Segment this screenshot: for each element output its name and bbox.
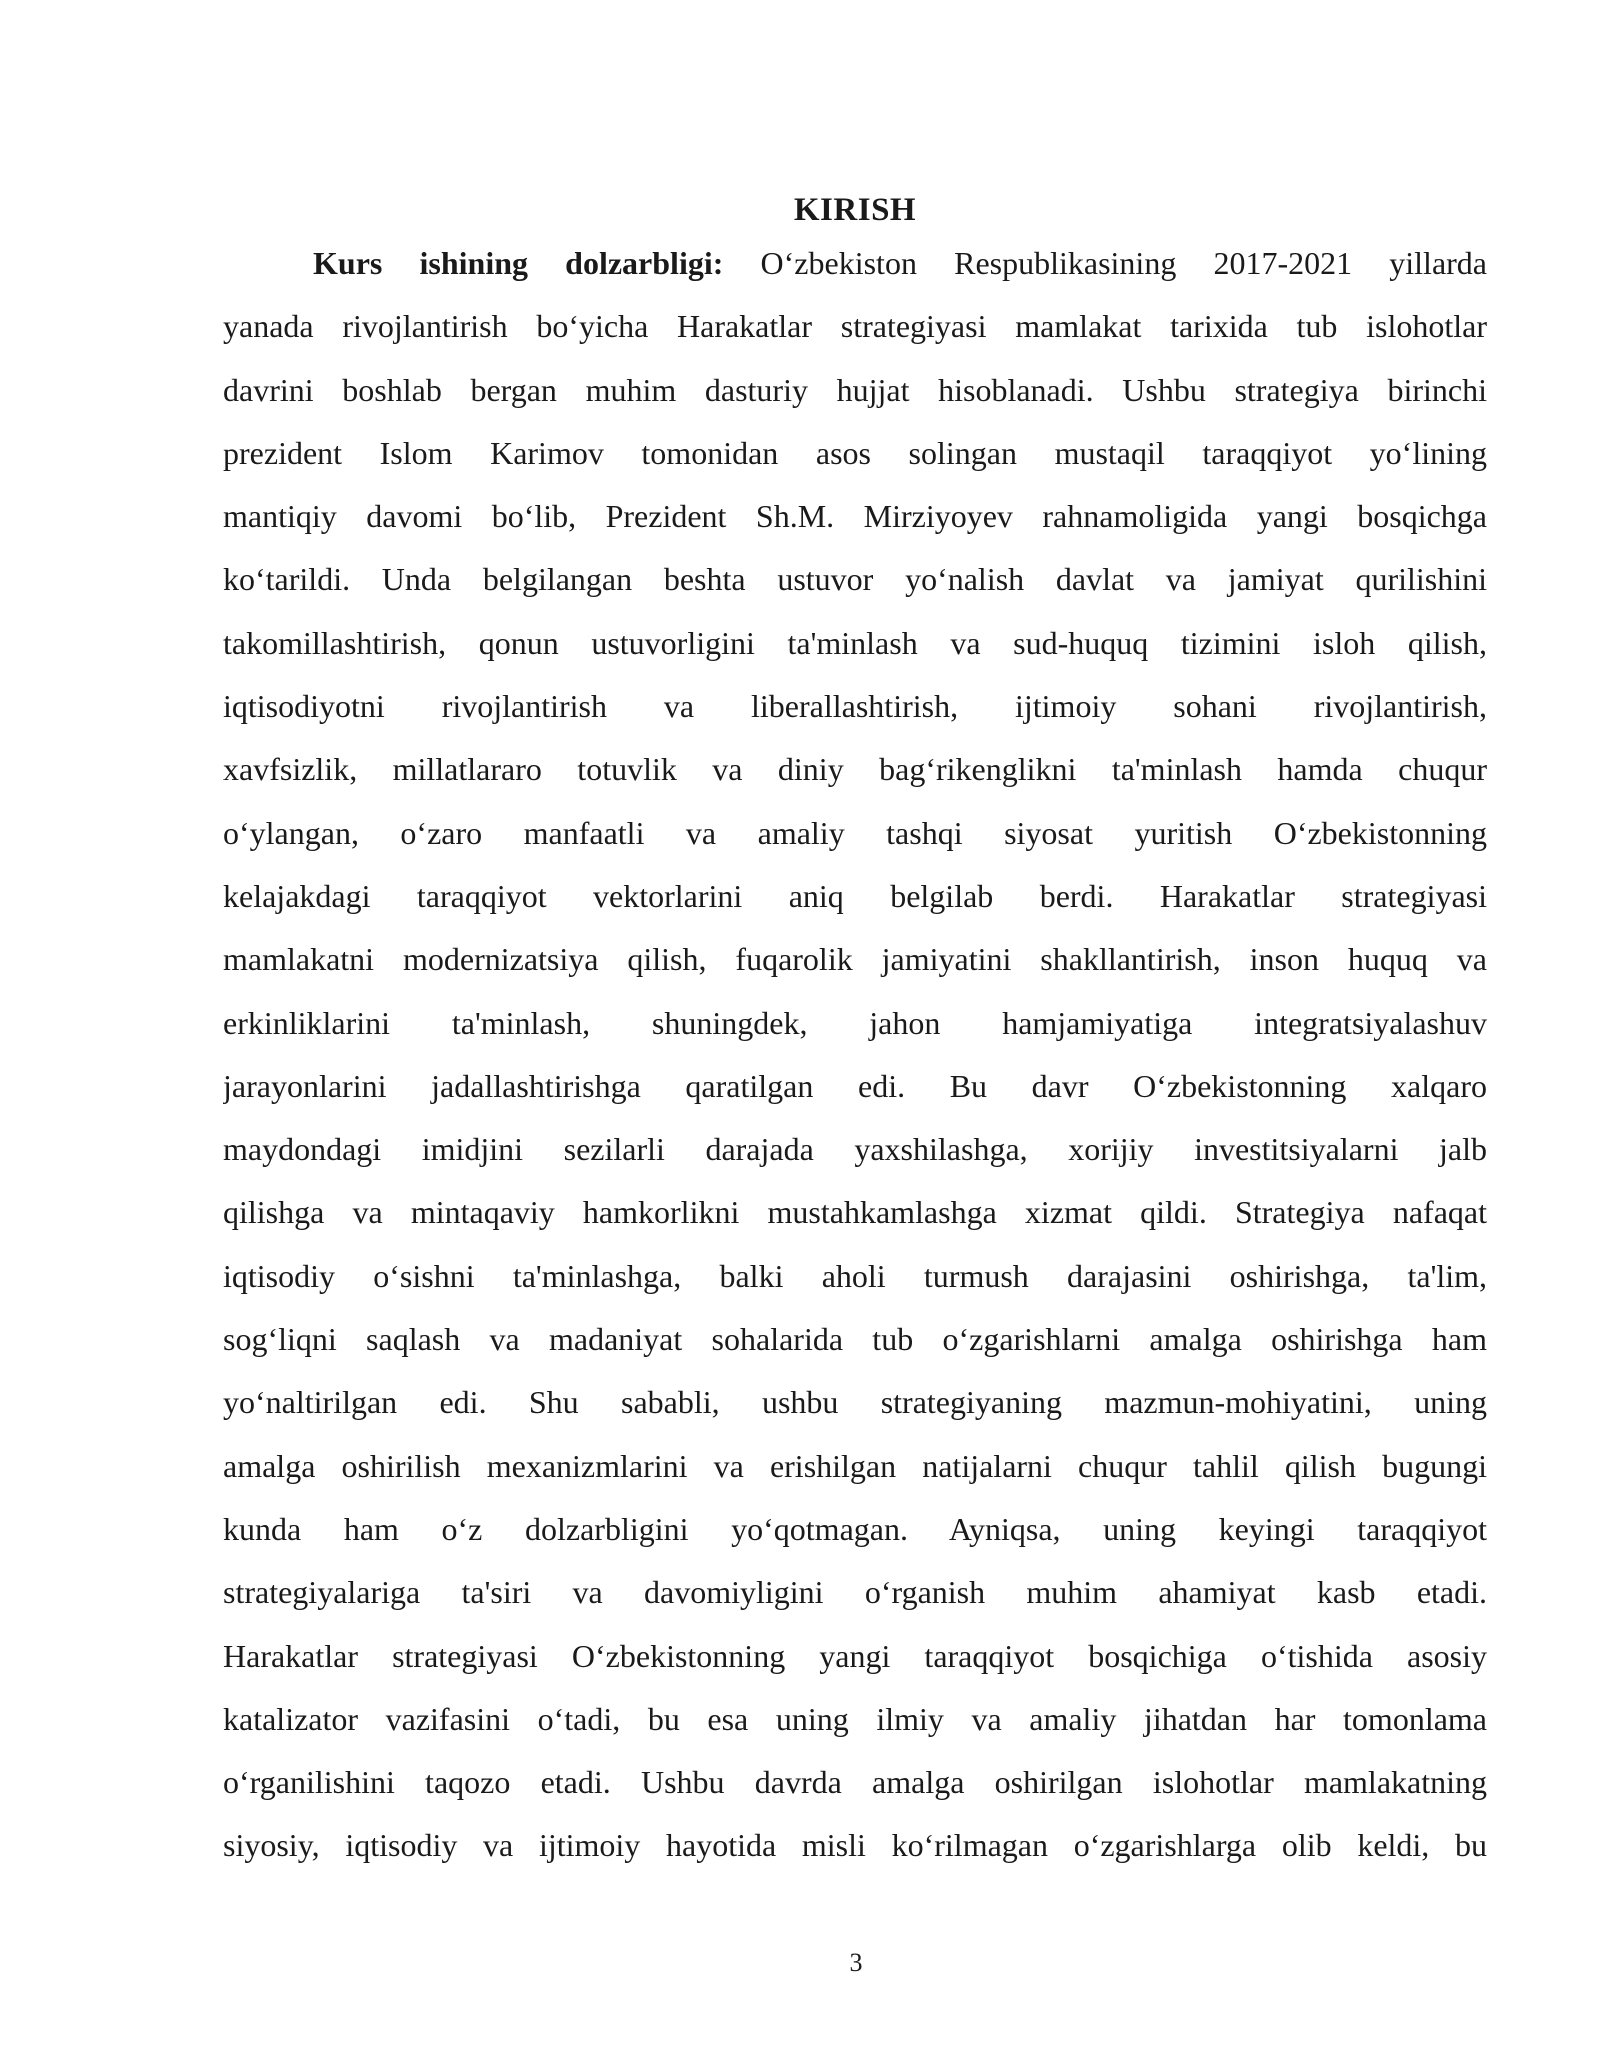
- section-heading: KIRISH: [793, 192, 917, 228]
- text-line: yanada rivojlantirish bo‘yicha Harakatlar strategiyasi mamlakat tarixida tub islohotlar: [223, 308, 1487, 345]
- text-line: o‘rganilishini taqozo etadi. Ushbu davrda amalga oshirilgan islohotlar mamlakatning: [223, 1764, 1487, 1801]
- text-line: kelajakdagi taraqqiyot vektorlarini aniq belgilab berdi. Harakatlar strategiyasi: [223, 877, 1487, 914]
- text-line: sog‘liqni saqlash va madaniyat sohalarida tub o‘zgarishlarni amalga oshirishga ham: [223, 1321, 1487, 1358]
- text-line: xavfsizlik, millatlararo totuvlik va diniy bag‘rikenglikni ta'minlash hamda chuqur: [223, 751, 1487, 788]
- text-line: o‘ylangan, o‘zaro manfaatli va amaliy tashqi siyosat yuritish O‘zbekistonning: [223, 814, 1487, 851]
- text-line: [223, 232, 1487, 295]
- text-line: iqtisodiy o‘sishni ta'minlashga, balki aholi turmush darajasini oshirishga, ta'lim,: [223, 1257, 1487, 1294]
- text-line: strategiyalariga ta'siri va davomiyligini o‘rganish muhim ahamiyat kasb etadi.: [223, 1574, 1487, 1611]
- text-line: qilishga va mintaqaviy hamkorlikni mustahkamlashga xizmat qildi. Strategiya nafaqat: [223, 1194, 1487, 1231]
- text-line: mamlakatni modernizatsiya qilish, fuqarolik jamiyatini shakllantirish, inson huquq va: [223, 941, 1487, 978]
- page-number: 3: [849, 1948, 863, 1977]
- text-line: iqtisodiyotni rivojlantirish va liberallashtirish, ijtimoiy sohani rivojlantirish,: [223, 688, 1487, 725]
- text-line: prezident Islom Karimov tomonidan asos solingan mustaqil taraqqiyot yo‘lining: [223, 434, 1487, 471]
- text-line: maydondagi imidjini sezilarli darajada yaxshilashga, xorijiy investitsiyalarni jalb: [223, 1131, 1487, 1168]
- text-line: ko‘tarildi. Unda belgilangan beshta ustuvor yo‘nalish davlat va jamiyat qurilishini: [223, 561, 1487, 598]
- text-line: mantiqiy davomi bo‘lib, Prezident Sh.M. Mirziyoyev rahnamoligida yangi bosqichga: [223, 498, 1487, 535]
- text-line: Harakatlar strategiyasi O‘zbekistonning yangi taraqqiyot bosqichiga o‘tishida asosiy: [223, 1637, 1487, 1674]
- text-line: kunda ham o‘z dolzarbligini yo‘qotmagan. Ayniqsa, uning keyingi taraqqiyot: [223, 1510, 1487, 1547]
- text-line: davrini boshlab bergan muhim dasturiy hujjat hisoblanadi. Ushbu strategiya birinchi: [223, 371, 1487, 408]
- text-line: katalizator vazifasini o‘tadi, bu esa uning ilmiy va amaliy jihatdan har tomonlama: [223, 1700, 1487, 1737]
- text-line: amalga oshirilish mexanizmlarini va erishilgan natijalarni chuqur tahlil qilish bugungi: [223, 1447, 1487, 1484]
- body-text: [223, 232, 1487, 1878]
- text-line: erkinliklarini ta'minlash, shuningdek, jahon hamjamiyatiga integratsiyalashuv: [223, 1004, 1487, 1041]
- text-line: jarayonlarini jadallashtirishga qaratilgan edi. Bu davr O‘zbekistonning xalqaro: [223, 1067, 1487, 1104]
- text-line-content: O‘zbekiston Respublikasining 2017-2021 yillarda: [723, 245, 1487, 281]
- lead-label: Kurs ishining dolzarbligi:: [313, 245, 724, 281]
- text-line: yo‘naltirilgan edi. Shu sababli, ushbu strategiyaning mazmun-mohiyatini, uning: [223, 1384, 1487, 1421]
- text-line: siyosiy, iqtisodiy va ijtimoiy hayotida misli ko‘rilmagan o‘zgarishlarga olib keldi, bu: [223, 1827, 1487, 1864]
- text-line: takomillashtirish, qonun ustuvorligini ta'minlash va sud-huquq tizimini isloh qilish,: [223, 624, 1487, 661]
